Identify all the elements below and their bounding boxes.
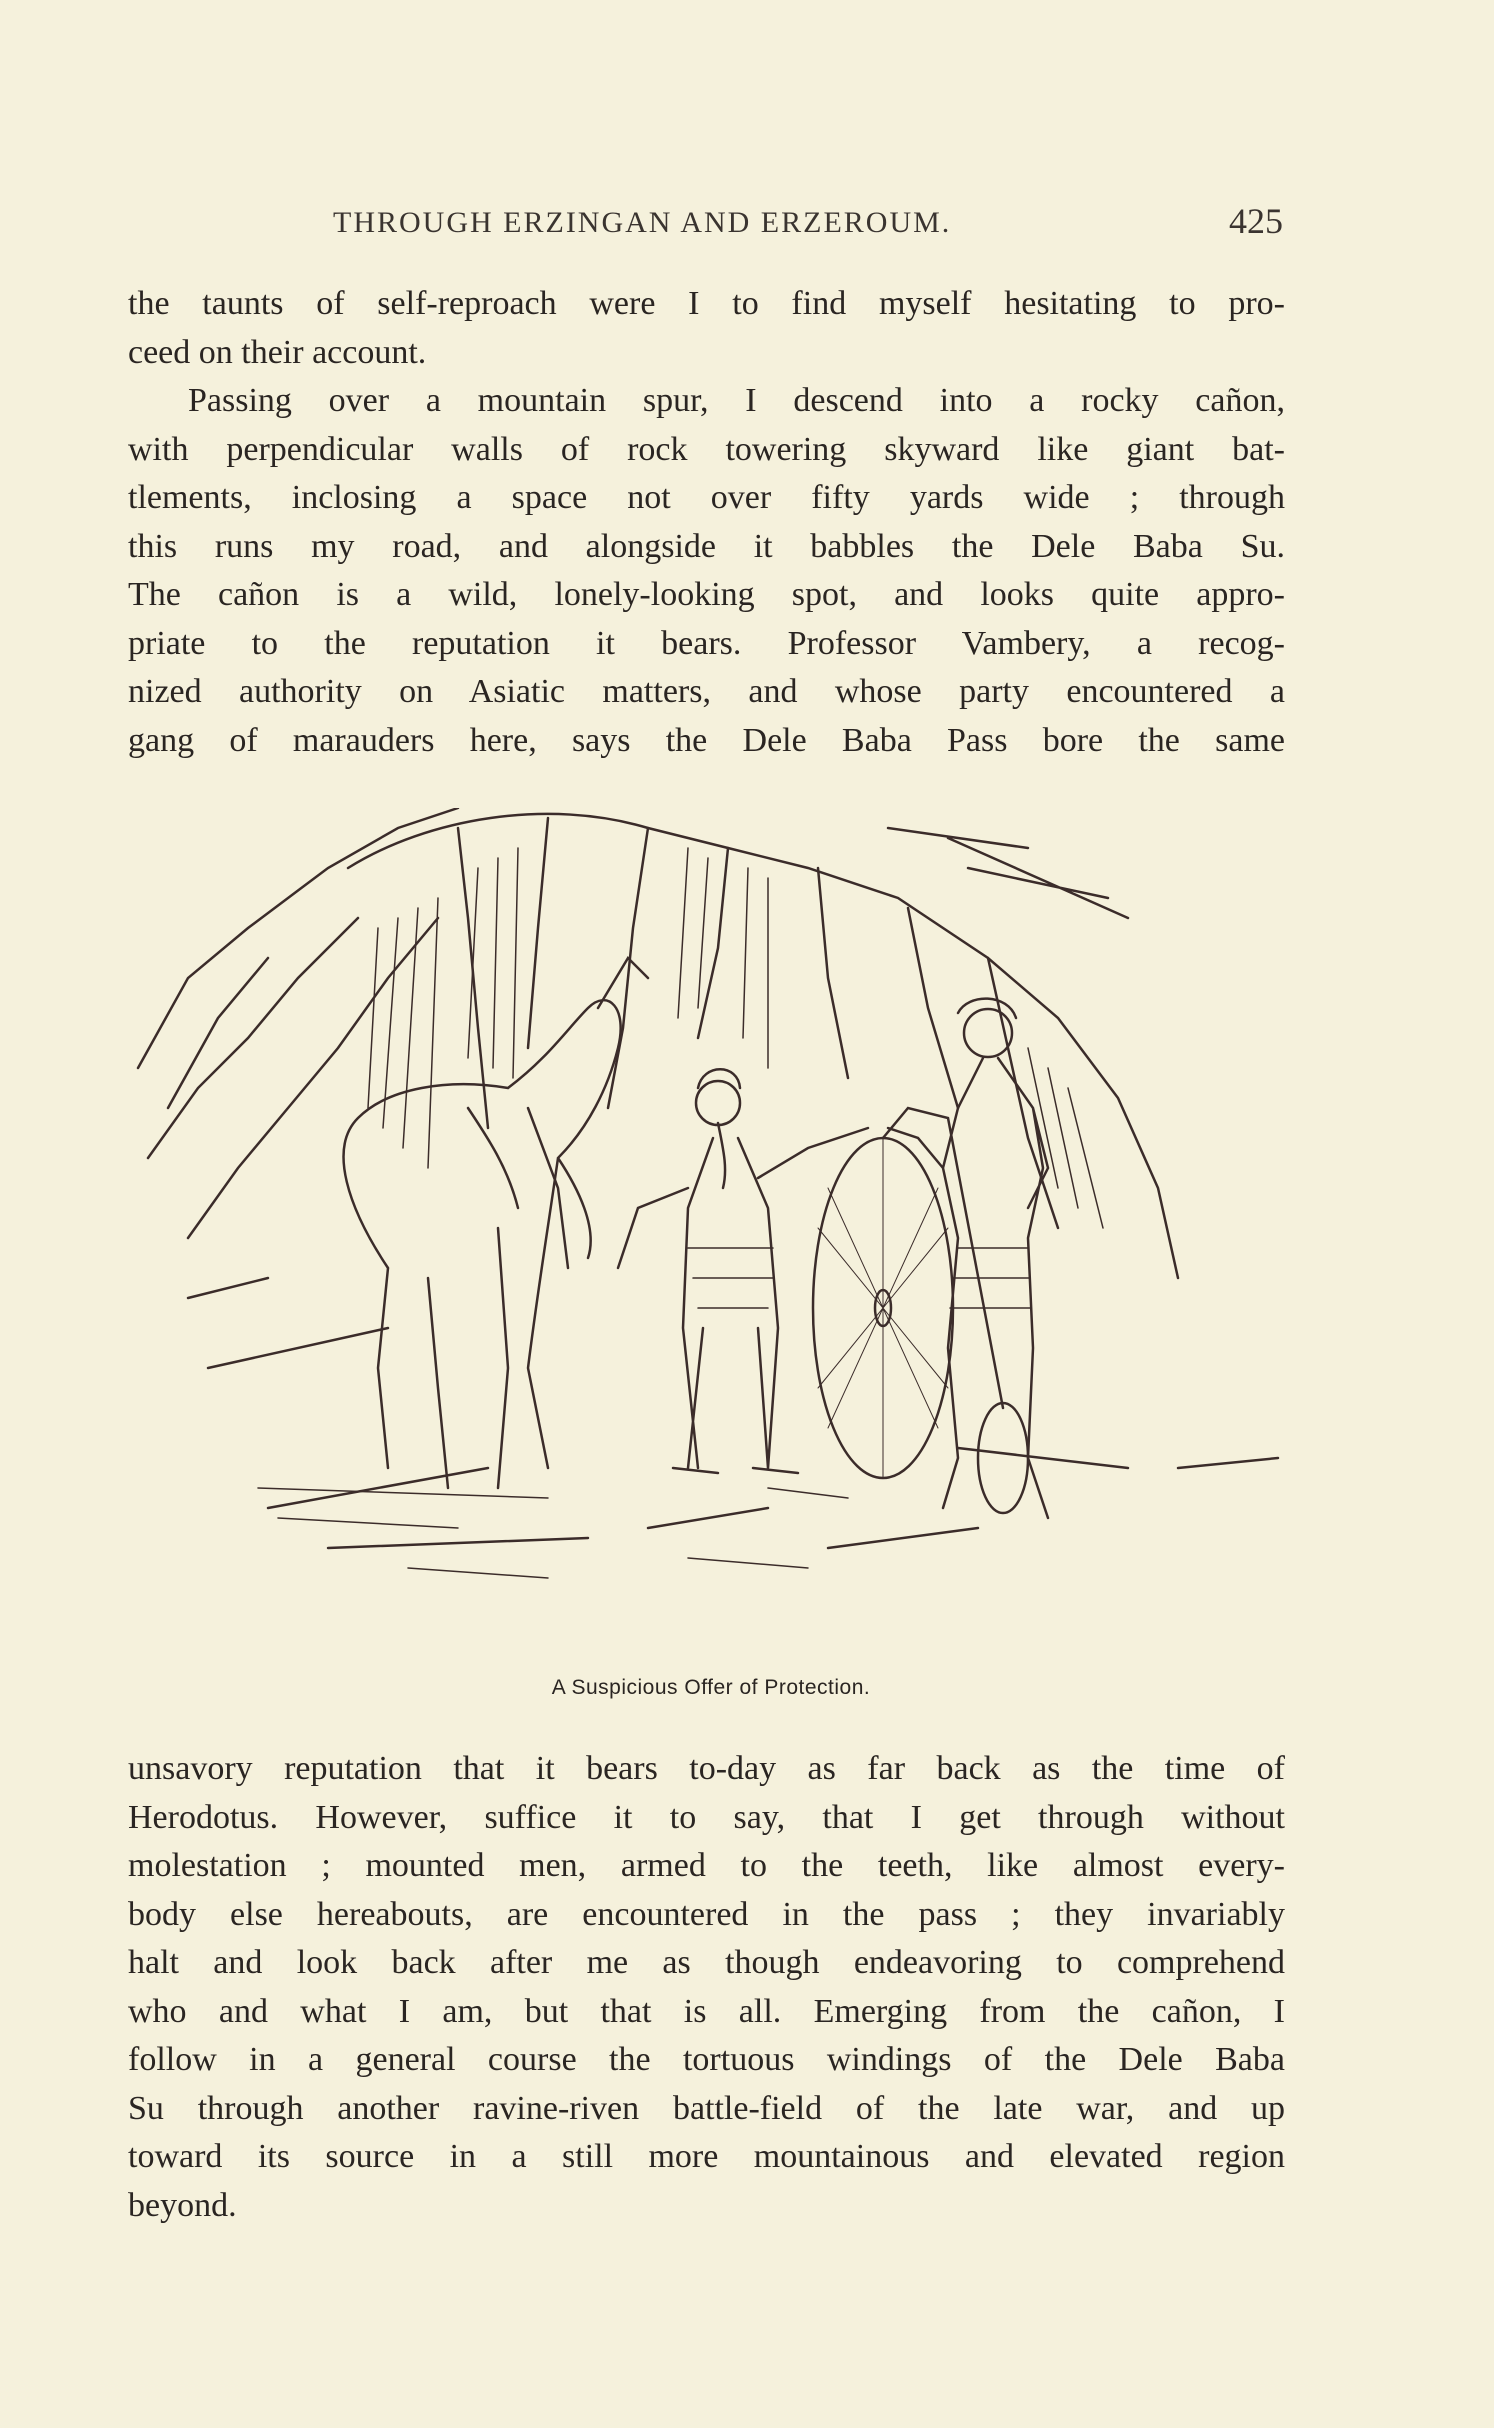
guide-figure xyxy=(618,1069,868,1473)
text-line: follow in a general course the tortuous windings of the Dele Baba xyxy=(128,2041,1285,2078)
cyclist-figure xyxy=(888,999,1048,1518)
engraving-illustration xyxy=(128,808,1288,1658)
body-text-top xyxy=(128,280,1285,765)
text-line: ceed on their account. xyxy=(128,333,427,371)
bicycle-wheel-small xyxy=(978,1403,1028,1513)
text-line: Herodotus. However, suffice it to say, that I get through without xyxy=(128,1798,1285,1836)
text-line: this runs my road, and alongside it babbles the Dele Baba Su. xyxy=(128,527,1285,565)
rock-overhang xyxy=(348,814,1178,1278)
text-line: nized authority on Asiatic matters, and whose party encountered a xyxy=(128,673,1285,710)
text-line: The cañon is a wild, lonely-looking spot, and looks quite appro- xyxy=(128,576,1285,613)
running-head xyxy=(128,200,1283,250)
page-number: 425 xyxy=(1229,201,1283,241)
text-line: beyond. xyxy=(128,2186,237,2224)
text-line: the taunts of self-reproach were I to find myself hesitating to pro- xyxy=(128,285,1285,322)
guide-head xyxy=(696,1081,740,1125)
text-line: molestation ; mounted men, armed to the teeth, like almost every- xyxy=(128,1847,1285,1884)
text-line: halt and look back after me as though endeavoring to comprehend xyxy=(128,1944,1285,1981)
text-line: with perpendicular walls of rock towering skyward like giant bat- xyxy=(128,430,1285,468)
text-line: Passing over a mountain spur, I descend into a rocky cañon, xyxy=(188,382,1285,419)
text-line: body else hereabouts, are encountered in the pass ; they invariably xyxy=(128,1895,1285,1933)
rock-wall-left xyxy=(138,808,458,1238)
ground xyxy=(188,1278,1278,1548)
text-line: Su through another ravine-riven battle-field of the late war, and up xyxy=(128,2089,1285,2127)
text-line: who and what I am, but that is all. Emerging from the cañon, I xyxy=(128,1992,1285,2030)
body-text-bottom xyxy=(128,1745,1285,2230)
caption-text: A Suspicious Offer of Protection. xyxy=(551,1676,871,1699)
text-line: gang of marauders here, says the Dele Baba Pass bore the same xyxy=(128,721,1285,759)
text-line: tlements, inclosing a space not over fifty yards wide ; through xyxy=(128,479,1285,516)
illustration-caption xyxy=(0,1676,1494,1700)
text-line: unsavory reputation that it bears to-day as far back as the time of xyxy=(128,1750,1285,1787)
text-line: priate to the reputation it bears. Professor Vambery, a recog- xyxy=(128,624,1285,662)
running-title: THROUGH ERZINGAN AND ERZEROUM. xyxy=(333,206,952,239)
text-line: toward its source in a still more mountainous and elevated region xyxy=(128,2138,1285,2175)
